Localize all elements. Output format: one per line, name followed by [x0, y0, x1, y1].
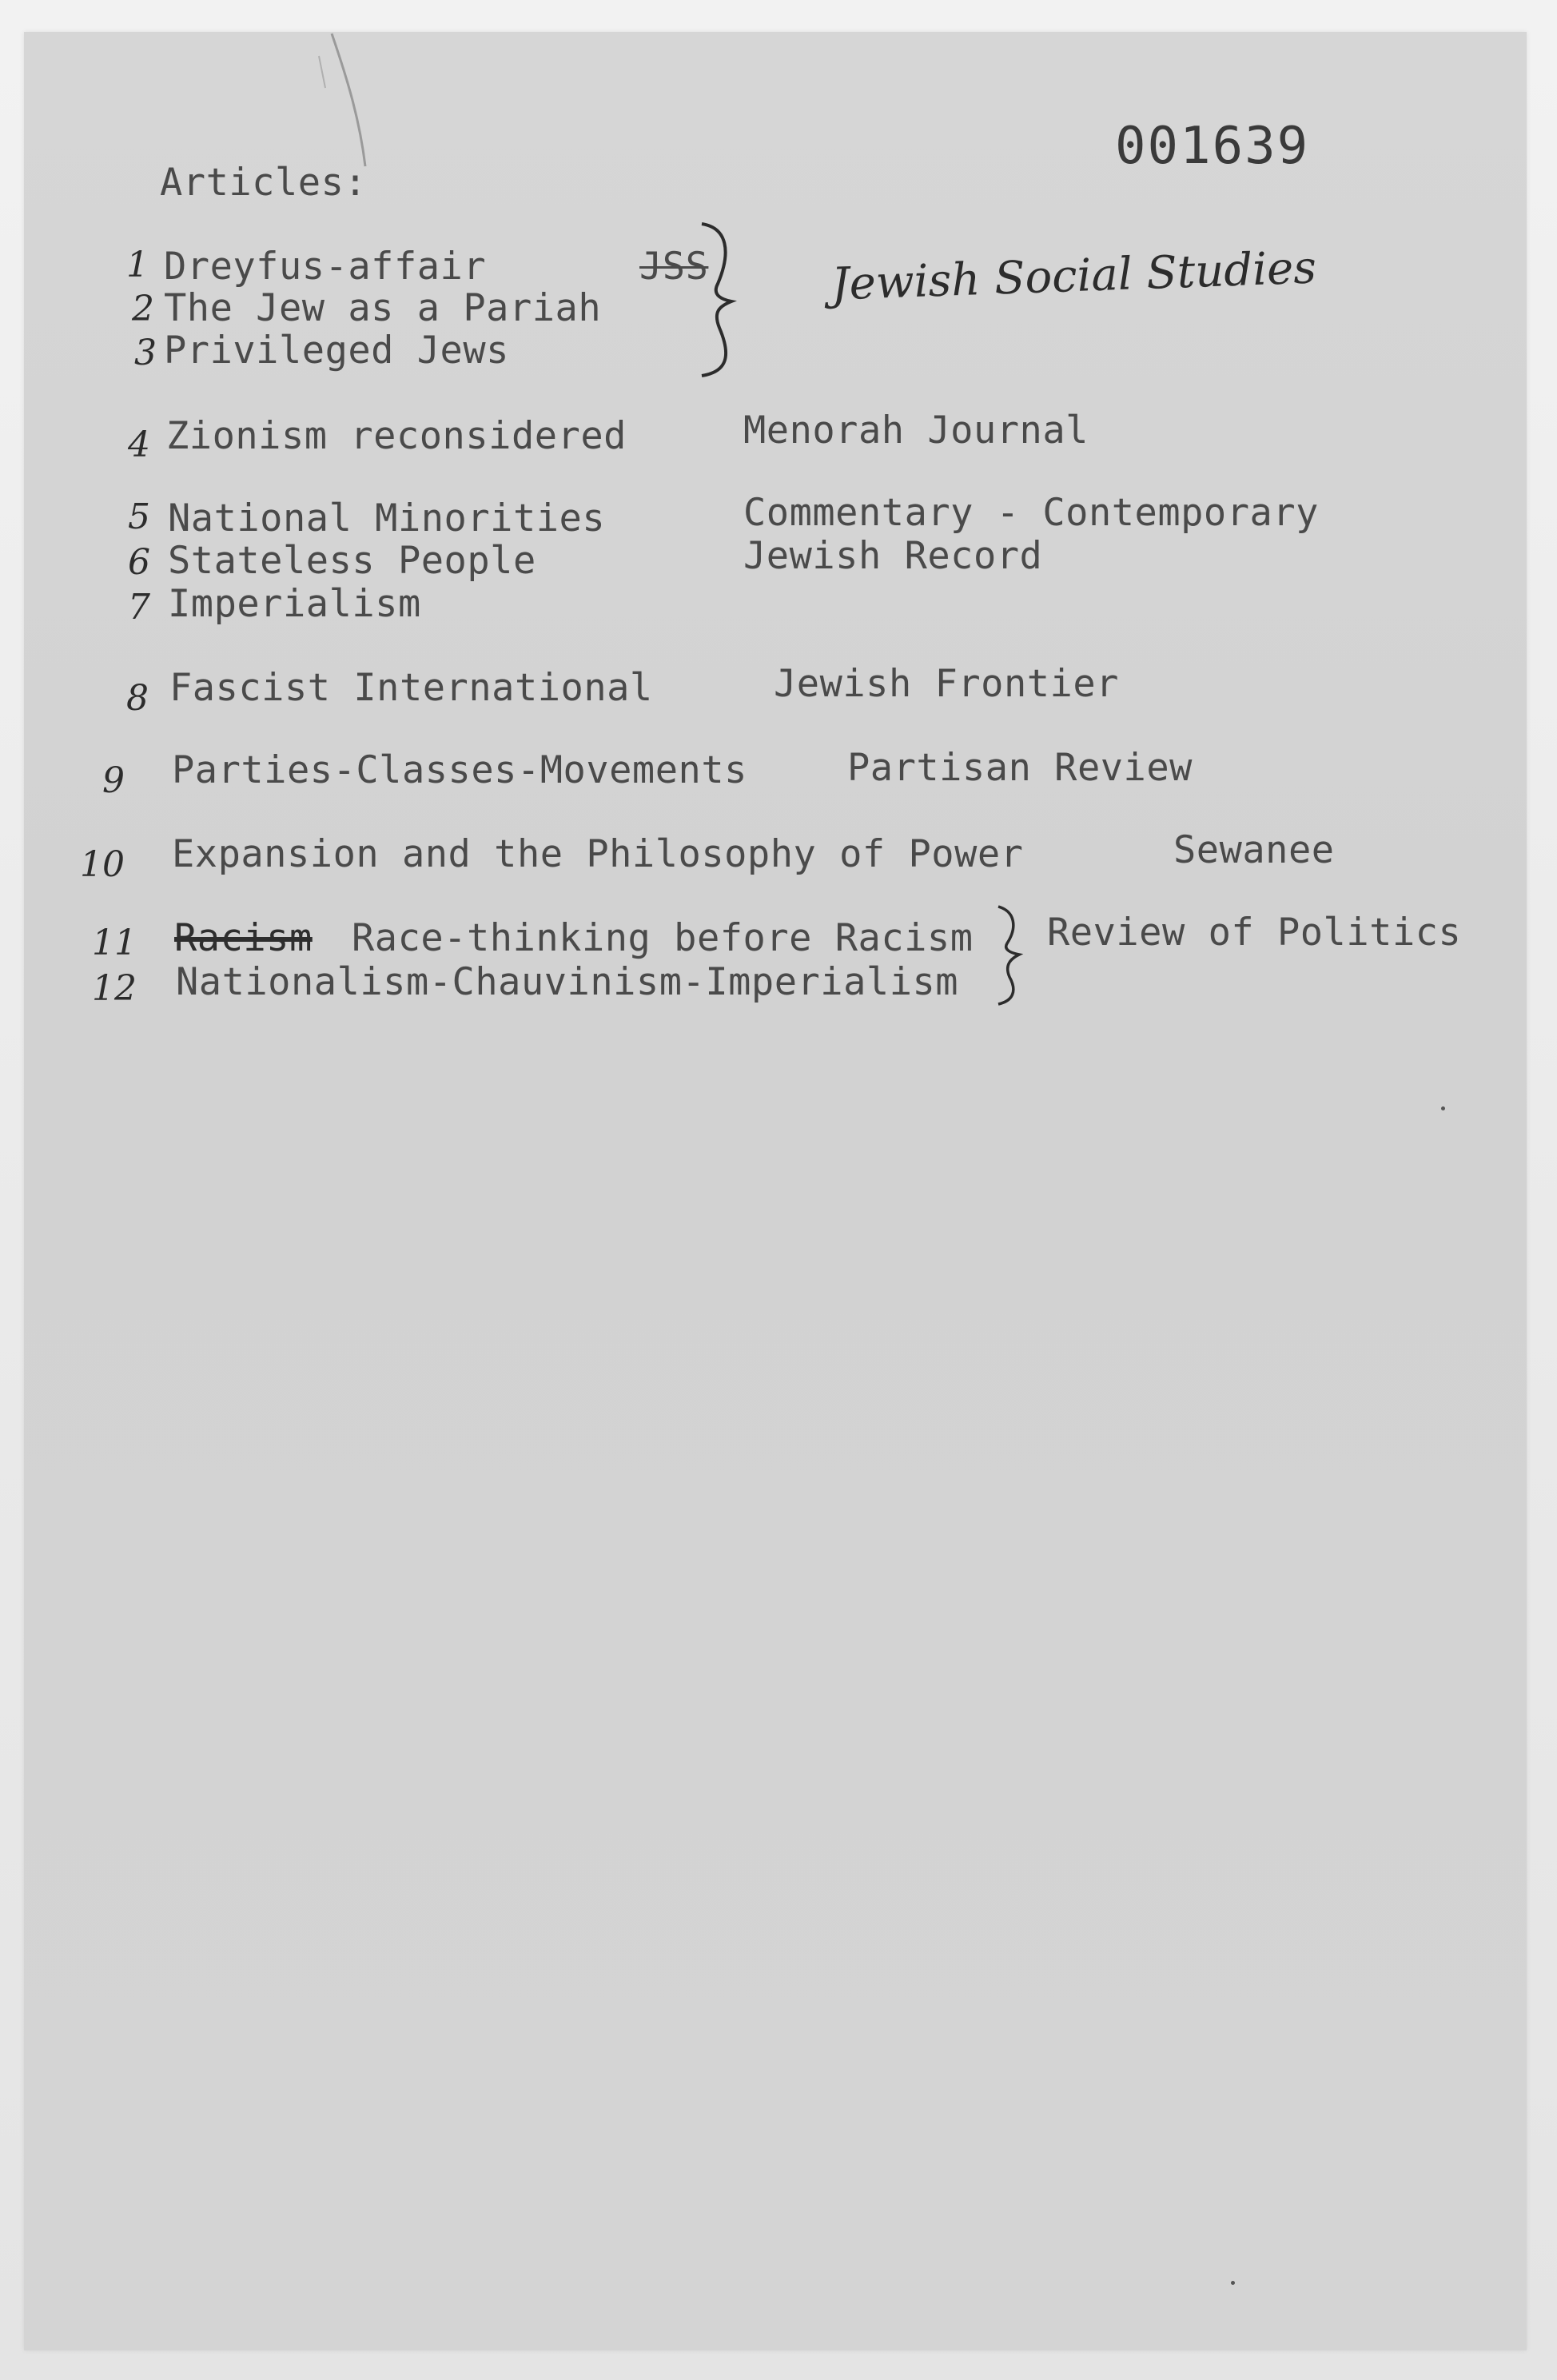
article-title-6: Stateless People: [168, 539, 536, 583]
venue-9: Partisan Review: [847, 746, 1193, 790]
venue-10: Sewanee: [1173, 828, 1335, 872]
article-title-3: Privileged Jews: [164, 329, 509, 373]
scan-speck: [1441, 1106, 1445, 1110]
article-title-11: Race-thinking before Racism: [352, 916, 974, 960]
row-number-1: 1: [126, 245, 149, 285]
venue-8: Jewish Frontier: [774, 662, 1119, 706]
row-number-4: 4: [128, 425, 150, 465]
paper-sheet: [24, 32, 1527, 2350]
article-title-1: Dreyfus-affair: [164, 245, 487, 289]
article-title-9: Parties-Classes-Movements: [172, 748, 747, 792]
article-title-4: Zionism reconsidered: [166, 414, 627, 458]
row-number-8: 8: [126, 678, 149, 719]
venue-4: Menorah Journal: [743, 409, 1089, 452]
venue-6: Jewish Record: [743, 534, 1043, 578]
row-number-11: 11: [92, 923, 137, 963]
article-title-10: Expansion and the Philosophy of Power: [172, 832, 1024, 876]
row-number-3: 3: [134, 333, 157, 373]
row-number-2: 2: [132, 289, 154, 329]
article-title-12: Nationalism-Chauvinism-Imperialism: [176, 960, 959, 1004]
scan-speck: [1231, 2281, 1235, 2285]
document-number: 001639: [1115, 117, 1310, 176]
heading-articles: Articles:: [160, 161, 368, 205]
struck-racism-prefix: Racism: [174, 916, 313, 960]
article-title-5: National Minorities: [168, 496, 606, 540]
struck-jss-note: JSS: [639, 245, 709, 289]
row-number-10: 10: [80, 844, 125, 885]
row-number-12: 12: [92, 968, 137, 1009]
article-title-7: Imperialism: [168, 582, 421, 626]
article-title-8: Fascist International: [169, 666, 653, 710]
venue-11: Review of Politics: [1047, 911, 1462, 955]
row-number-6: 6: [128, 542, 150, 583]
row-number-9: 9: [102, 760, 125, 801]
venue-5: Commentary - Contemporary: [743, 491, 1319, 535]
handwritten-journal-note: Jewish Social Studies: [830, 241, 1317, 311]
article-title-2: The Jew as a Pariah: [164, 286, 602, 330]
row-number-7: 7: [128, 587, 150, 628]
row-number-5: 5: [128, 496, 150, 537]
